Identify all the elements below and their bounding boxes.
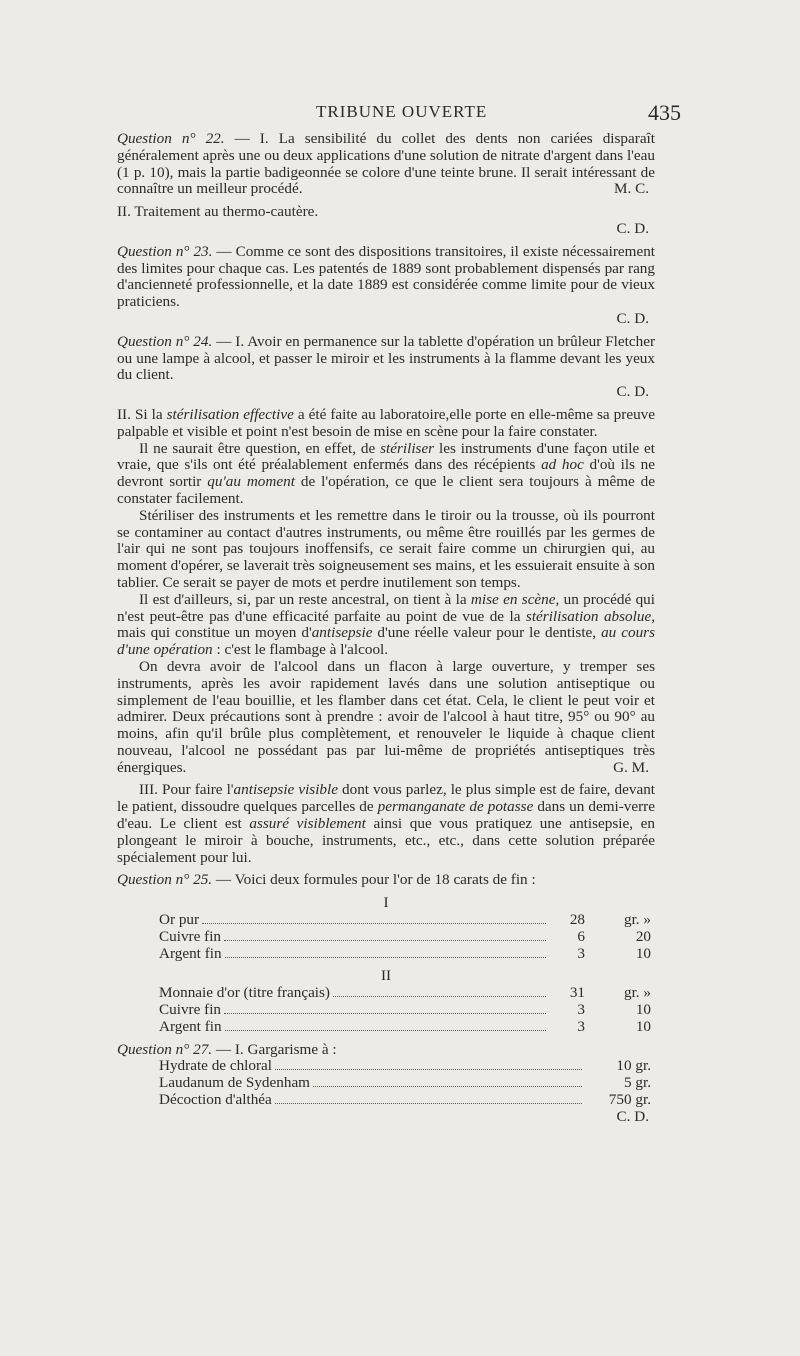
formula-2-title: II — [380, 967, 392, 985]
q24-paragraph-4: Stériliser des instruments et les remettre dans le tiroir ou la trousse, où ils pourront se contaminer au contact d'autres instruments, ou même être rouillés par les germes de l'air qui ne sont pas toujours inoffensifs, ce serait faire comme un chirurgien qui, au moment d'opérer, se laverait très soigneusement ses mains, et les essuierait ensuite à son tablier. Ce serait se payer de mots et perdre inutilement son temps. — [117, 506, 655, 591]
q23-paragraph: Question n° 23. — Comme ce sont des dispositions transitoires, il existe nécessairement des limites pour chaque cas. Les patentés de 1889 sont probablement dispensés par rang d'ancienneté professionnelle, et la date 1889 est considérée comme limite pour de vieux praticiens. — [117, 242, 656, 311]
q25-paragraph: Question n° 25. — Voici deux formules pour l'or de 18 carats de fin : — [117, 871, 536, 889]
q23-signature: C. D. — [616, 309, 649, 327]
q24-paragraph-1: Question n° 24. — I. Avoir en permanence sur la tablette d'opération un brûleur Fletcher ou une lampe à alcool, et passer le miroir et les instruments à la flamme devant les yeux du client. — [117, 332, 655, 384]
formula-1-title: I — [383, 894, 389, 912]
q22-label: Question n° 22. — [117, 130, 225, 147]
q24-label: Question n° 24. — [117, 332, 213, 350]
q24-paragraph-7: III. Pour faire l'antisepsie visible dont vous parlez, le plus simple est de faire, devant le patient, dissoudre quelques parcelles de permanganate de potasse dans un demi-verre d'eau. Le client est assuré visiblement ainsi que vous pratiquez une antisepsie, en plongeant le miroir à bouche, instruments, etc., etc., dans cette solution préparée spécialement pour lui. — [117, 781, 656, 866]
page-header — [0, 102, 800, 128]
q24-paragraph-2: II. Si la stérilisation effective a été faite au laboratoire,elle porte en elle-même sa preuve palpable et visible et point n'est besoin de mise en scène pour la faire constater. — [117, 405, 655, 440]
formula-row: Cuivre fin 6 20 — [159, 927, 651, 945]
running-title: TRIBUNE OUVERTE — [316, 102, 488, 121]
q23-label: Question n° 23. — [117, 242, 213, 260]
q24-signature-2: G. M. — [613, 758, 649, 776]
formula-row: Cuivre fin 3 10 — [159, 1001, 651, 1019]
q24-paragraph-6: On devra avoir de l'alcool dans un flacon à large ouverture, y tremper ses instruments, après les avoir rapidement lavés dans une solution antiseptique ou simplement de l'eau bouillie, et les flamber dans cet état. Cela, le client le peut voir et admirer. Deux précautions sont à prendre : avoir de l'alcool à haut titre, 95° ou 90° au moins, afin qu'il brûle plus complètement, et renouveler le liquide à chaque client nouveau, l'alcool ne possédant pas par lui-même de propriétés antiseptiques très énergiques. G. M. — [117, 657, 655, 776]
page-body — [117, 131, 655, 1126]
q24-signature-1: C. D. — [616, 383, 649, 401]
q22-signature-1: M. C. — [613, 180, 649, 198]
formula-row: Argent fin 3 10 — [159, 944, 651, 962]
q22-paragraph-1: Question n° 22. — I. La sensibilité du collet des dents non cariées disparaît généralement après une ou deux applications d'une solution de nitrate d'argent dans l'eau (1 p. 10), mais la partie badigeonnée se colore d'une teinte brune. Il serait intéressant de connaître un meilleur procédé. M. C. — [117, 130, 655, 198]
formula-2 — [159, 985, 655, 1035]
formula-row: Or pur 28 gr. » — [159, 911, 651, 929]
recipe-row: Décoction d'althéa 750 gr. — [159, 1091, 651, 1109]
q22-paragraph-2: II. Traitement au thermo-cautère. — [117, 203, 319, 221]
gargle-recipe — [159, 1058, 655, 1108]
q27-paragraph: Question n° 27. — I. Gargarisme à : — [117, 1040, 337, 1058]
q24-paragraph-5: Il est d'ailleurs, si, par un reste ancestral, on tient à la mise en scène, un procédé qui n'est peut-être pas d'une efficacité parfaite au point de vue de la stérilisation absolue, mais qui constitue un moyen d'antisepsie d'une réelle valeur pour le dentiste, au cours d'une opération : c'est le flambage à l'alcool. — [117, 590, 655, 659]
recipe-row: Hydrate de chloral 10 gr. — [159, 1057, 651, 1075]
q27-label: Question n° 27. — [117, 1040, 213, 1058]
formula-1 — [159, 912, 655, 962]
formula-row: Argent fin 3 10 — [159, 1017, 651, 1035]
page-number: 435 — [648, 100, 681, 125]
q25-label: Question n° 25. — [117, 871, 213, 889]
q22-signature-2: C. D. — [616, 219, 649, 237]
formula-row: Monnaie d'or (titre français) 31 gr. » — [159, 984, 651, 1002]
q24-paragraph-3: Il ne saurait être question, en effet, de stériliser les instruments d'une façon utile et vraie, que s'ils ont été préalablement enfermés dans des récépients ad hoc d'où ils ne devront sortir qu'au moment de l'opération, ce que le client sera toujours à même de constater facilement. — [117, 439, 656, 507]
q27-signature: C. D. — [616, 1107, 649, 1125]
recipe-row: Laudanum de Sydenham 5 gr. — [159, 1074, 651, 1092]
